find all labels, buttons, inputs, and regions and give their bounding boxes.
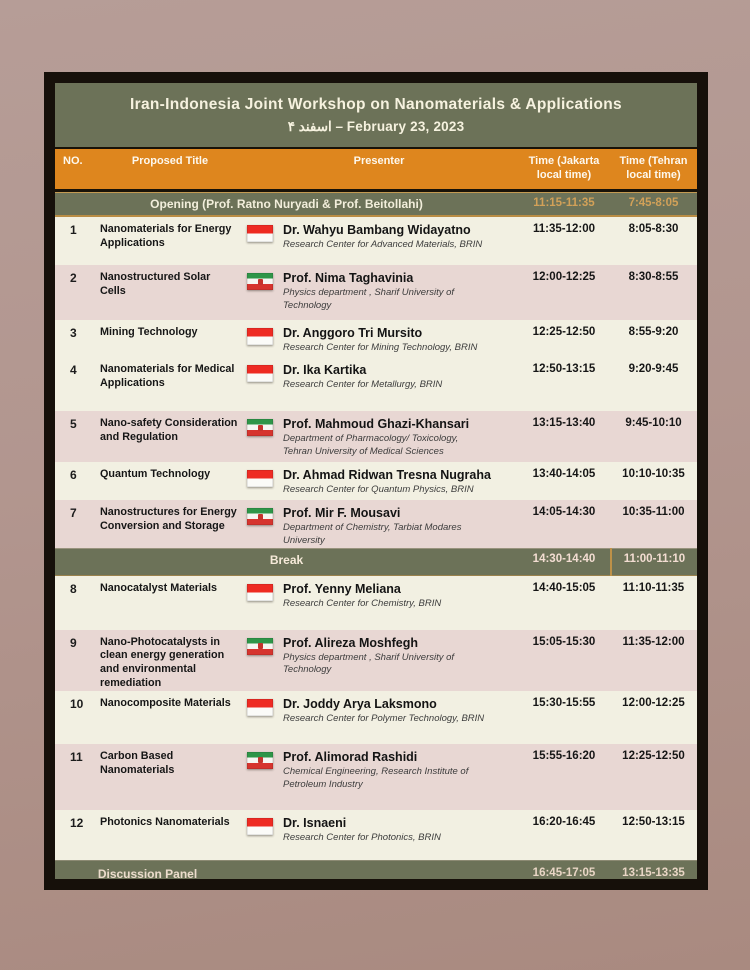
presenter-name: Dr. Ika Kartika xyxy=(283,363,367,377)
session-title: Nano-Photocatalysts in clean energy generation and environmental remediation xyxy=(100,635,225,690)
session-title: Nanocatalyst Materials xyxy=(100,581,218,594)
presenter-flag-cell xyxy=(240,697,283,744)
presenter-flag-cell xyxy=(240,363,283,411)
indonesia-flag-icon xyxy=(247,328,273,345)
presenter-flag-cell xyxy=(240,582,283,630)
presenter-flag-cell xyxy=(240,417,283,462)
presenter-cell xyxy=(283,363,518,411)
session-time-jakarta: 16:20-16:45 xyxy=(532,815,596,828)
presenter-flag-cell xyxy=(240,636,283,691)
session-time-jakarta: 14:05-14:30 xyxy=(532,506,596,518)
presenter-cell xyxy=(283,697,518,744)
title-band xyxy=(55,83,697,147)
session-time-jakarta: 13:15-13:40 xyxy=(532,417,596,429)
session-number: 10 xyxy=(70,696,84,711)
presenter-affiliation: Physics department , Sharif University of Technology xyxy=(283,651,455,676)
iran-flag-icon xyxy=(247,273,273,290)
session-row xyxy=(55,265,697,320)
session-row xyxy=(55,630,697,691)
session-row xyxy=(55,411,697,462)
opening-label: Opening (Prof. Ratno Nuryadi & Prof. Beitollahi) xyxy=(150,197,423,211)
session-time-tehran: 9:45-10:10 xyxy=(625,417,682,429)
presenter-name: Dr. Ahmad Ridwan Tresna Nugraha xyxy=(283,468,491,482)
discussion-time-jakarta: 16:45-17:05 xyxy=(532,866,596,879)
presenter-name: Dr. Anggoro Tri Mursito xyxy=(283,326,423,340)
session-time-jakarta: 12:25-12:50 xyxy=(532,326,596,338)
presenter-cell xyxy=(283,468,518,500)
opening-time-tehran: 7:45-8:05 xyxy=(628,197,679,209)
column-header-no: NO. xyxy=(63,155,83,167)
break-label: Break xyxy=(269,552,304,567)
session-time-jakarta: 11:35-12:00 xyxy=(532,223,596,235)
session-title: Carbon Based Nanomaterials xyxy=(100,749,175,776)
iran-flag-icon xyxy=(247,752,273,769)
presenter-cell xyxy=(283,417,518,462)
session-title: Photonics Nanomaterials xyxy=(100,815,230,828)
session-time-jakarta: 13:40-14:05 xyxy=(532,468,596,480)
session-row xyxy=(55,744,697,810)
workshop-date: ۴ اسفند – February 23, 2023 xyxy=(287,119,465,134)
session-time-tehran: 12:25-12:50 xyxy=(622,749,685,762)
session-time-jakarta: 15:05-15:30 xyxy=(532,635,596,648)
presenter-flag-cell xyxy=(240,223,283,265)
session-number: 8 xyxy=(70,581,77,596)
session-time-jakarta: 12:50-13:15 xyxy=(532,363,596,375)
session-row xyxy=(55,810,697,860)
presenter-affiliation: Physics department , Sharif University of Technology xyxy=(283,287,455,311)
session-row xyxy=(55,576,697,630)
session-title: Nanocomposite Materials xyxy=(100,696,231,709)
session-number: 9 xyxy=(70,635,77,650)
presenter-cell xyxy=(283,582,518,630)
session-number: 2 xyxy=(70,271,77,285)
session-number: 4 xyxy=(70,363,77,377)
session-time-tehran: 12:00-12:25 xyxy=(622,696,685,709)
presenter-name: Dr. Isnaeni xyxy=(283,815,347,830)
break-time-tehran: 11:00-11:10 xyxy=(610,548,697,576)
session-row xyxy=(55,462,697,500)
presenter-cell xyxy=(283,816,518,860)
indonesia-flag-icon xyxy=(247,365,273,382)
indonesia-flag-icon xyxy=(247,225,273,242)
indonesia-flag-icon xyxy=(247,584,273,601)
presenter-flag-cell xyxy=(240,750,283,810)
session-number: 6 xyxy=(70,468,77,482)
presenter-affiliation: Research Center for Chemistry, BRIN xyxy=(283,597,442,609)
session-row xyxy=(55,320,697,357)
session-number: 3 xyxy=(70,326,77,340)
presenter-affiliation: Research Center for Advanced Materials, BRIN xyxy=(283,239,483,250)
iran-flag-icon xyxy=(247,508,273,525)
presenter-affiliation: Research Center for Polymer Technology, BRIN xyxy=(283,712,485,724)
break-time-jakarta: 14:30-14:40 xyxy=(532,552,596,565)
presenter-name: Prof. Alimorad Rashidi xyxy=(283,749,418,764)
session-row xyxy=(55,357,697,411)
session-number: 5 xyxy=(70,417,77,431)
presenter-flag-cell xyxy=(240,506,283,548)
discussion-panel-label: Discussion Panel xyxy=(97,866,198,879)
session-rows-afternoon xyxy=(55,576,697,860)
presenter-affiliation: Research Center for Metallurgy, BRIN xyxy=(283,379,443,390)
presenter-flag-cell xyxy=(240,816,283,860)
indonesia-flag-icon xyxy=(247,699,273,716)
session-row xyxy=(55,217,697,265)
presenter-name: Prof. Yenny Meliana xyxy=(283,581,401,596)
presenter-affiliation: Research Center for Mining Technology, BRIN xyxy=(283,342,478,353)
session-number: 1 xyxy=(70,223,77,237)
session-time-tehran: 9:20-9:45 xyxy=(628,363,679,375)
column-header-time-tehran: Time (Tehran local time) xyxy=(619,155,688,182)
session-time-tehran: 11:35-12:00 xyxy=(622,635,685,648)
session-title: Mining Technology xyxy=(100,326,198,338)
presenter-affiliation: Chemical Engineering, Research Institute of Petroleum Industry xyxy=(283,765,469,790)
column-header-proposed-title: Proposed Title xyxy=(131,155,209,167)
session-time-jakarta: 12:00-12:25 xyxy=(532,271,596,283)
presenter-affiliation: Research Center for Quantum Physics, BRIN xyxy=(283,484,474,495)
session-time-jakarta: 15:55-16:20 xyxy=(532,749,596,762)
session-title: Nano-safety Consideration and Regulation xyxy=(100,417,238,443)
column-header-time-jakarta: Time (Jakarta local time) xyxy=(528,155,600,182)
session-time-jakarta: 14:40-15:05 xyxy=(532,581,596,594)
session-row xyxy=(55,691,697,744)
column-header-presenter: Presenter xyxy=(353,155,405,167)
session-title: Quantum Technology xyxy=(100,468,211,480)
session-rows-morning xyxy=(55,217,697,548)
session-number: 7 xyxy=(70,506,77,520)
session-title: Nanomaterials for Energy Applications xyxy=(100,223,232,249)
session-number: 11 xyxy=(70,749,83,764)
session-title: Nanostructured Solar Cells xyxy=(100,271,211,297)
session-time-tehran: 8:55-9:20 xyxy=(628,326,679,338)
presenter-name: Prof. Mahmoud Ghazi-Khansari xyxy=(283,417,470,431)
presenter-affiliation: Research Center for Photonics, BRIN xyxy=(283,831,441,843)
presenter-name: Dr. Joddy Arya Laksmono xyxy=(283,696,437,711)
session-time-tehran: 8:05-8:30 xyxy=(628,223,679,235)
presenter-cell xyxy=(283,223,518,265)
session-time-tehran: 10:10-10:35 xyxy=(622,468,685,480)
schedule-table xyxy=(55,83,697,879)
discussion-time-tehran: 13:15-13:35 xyxy=(622,866,685,879)
session-title: Nanomaterials for Medical Applications xyxy=(100,363,235,389)
presenter-flag-cell xyxy=(240,271,283,320)
session-time-tehran: 10:35-11:00 xyxy=(622,506,685,518)
presenter-affiliation: Department of Pharmacology/ Toxicology, Tehran University of Medical Sciences xyxy=(283,433,459,457)
indonesia-flag-icon xyxy=(247,470,273,487)
presenter-name: Prof. Nima Taghavinia xyxy=(283,271,414,285)
opening-row xyxy=(55,189,697,217)
session-time-tehran: 8:30-8:55 xyxy=(628,271,679,283)
opening-time-jakarta: 11:15-11:35 xyxy=(533,197,595,209)
session-number: 12 xyxy=(70,815,84,830)
session-row xyxy=(55,500,697,548)
workshop-title: Iran-Indonesia Joint Workshop on Nanomaterials & Applications xyxy=(130,96,622,113)
iran-flag-icon xyxy=(247,638,273,655)
presenter-name: Prof. Alireza Moshfegh xyxy=(283,635,418,650)
indonesia-flag-icon xyxy=(247,818,273,835)
break-row xyxy=(55,548,697,576)
presenter-flag-cell xyxy=(240,468,283,500)
presenter-flag-cell xyxy=(240,326,283,357)
session-time-tehran: 11:10-11:35 xyxy=(622,581,685,594)
presenter-cell xyxy=(283,750,518,810)
presenter-name: Dr. Wahyu Bambang Widayatno xyxy=(283,223,471,237)
column-header-row xyxy=(55,147,697,189)
discussion-panel-row xyxy=(55,860,697,879)
session-title: Nanostructures for Energy Conversion and Storage xyxy=(100,506,237,532)
presenter-cell xyxy=(283,636,518,691)
session-time-jakarta: 15:30-15:55 xyxy=(532,696,596,709)
presenter-cell xyxy=(283,506,518,548)
iran-flag-icon xyxy=(247,419,273,436)
presenter-affiliation: Department of Chemistry, Tarbiat Modares University xyxy=(283,522,462,546)
schedule-poster-frame xyxy=(44,72,708,890)
presenter-cell xyxy=(283,326,518,357)
session-time-tehran: 12:50-13:15 xyxy=(622,815,685,828)
presenter-name: Prof. Mir F. Mousavi xyxy=(283,506,401,520)
presenter-cell xyxy=(283,271,518,320)
